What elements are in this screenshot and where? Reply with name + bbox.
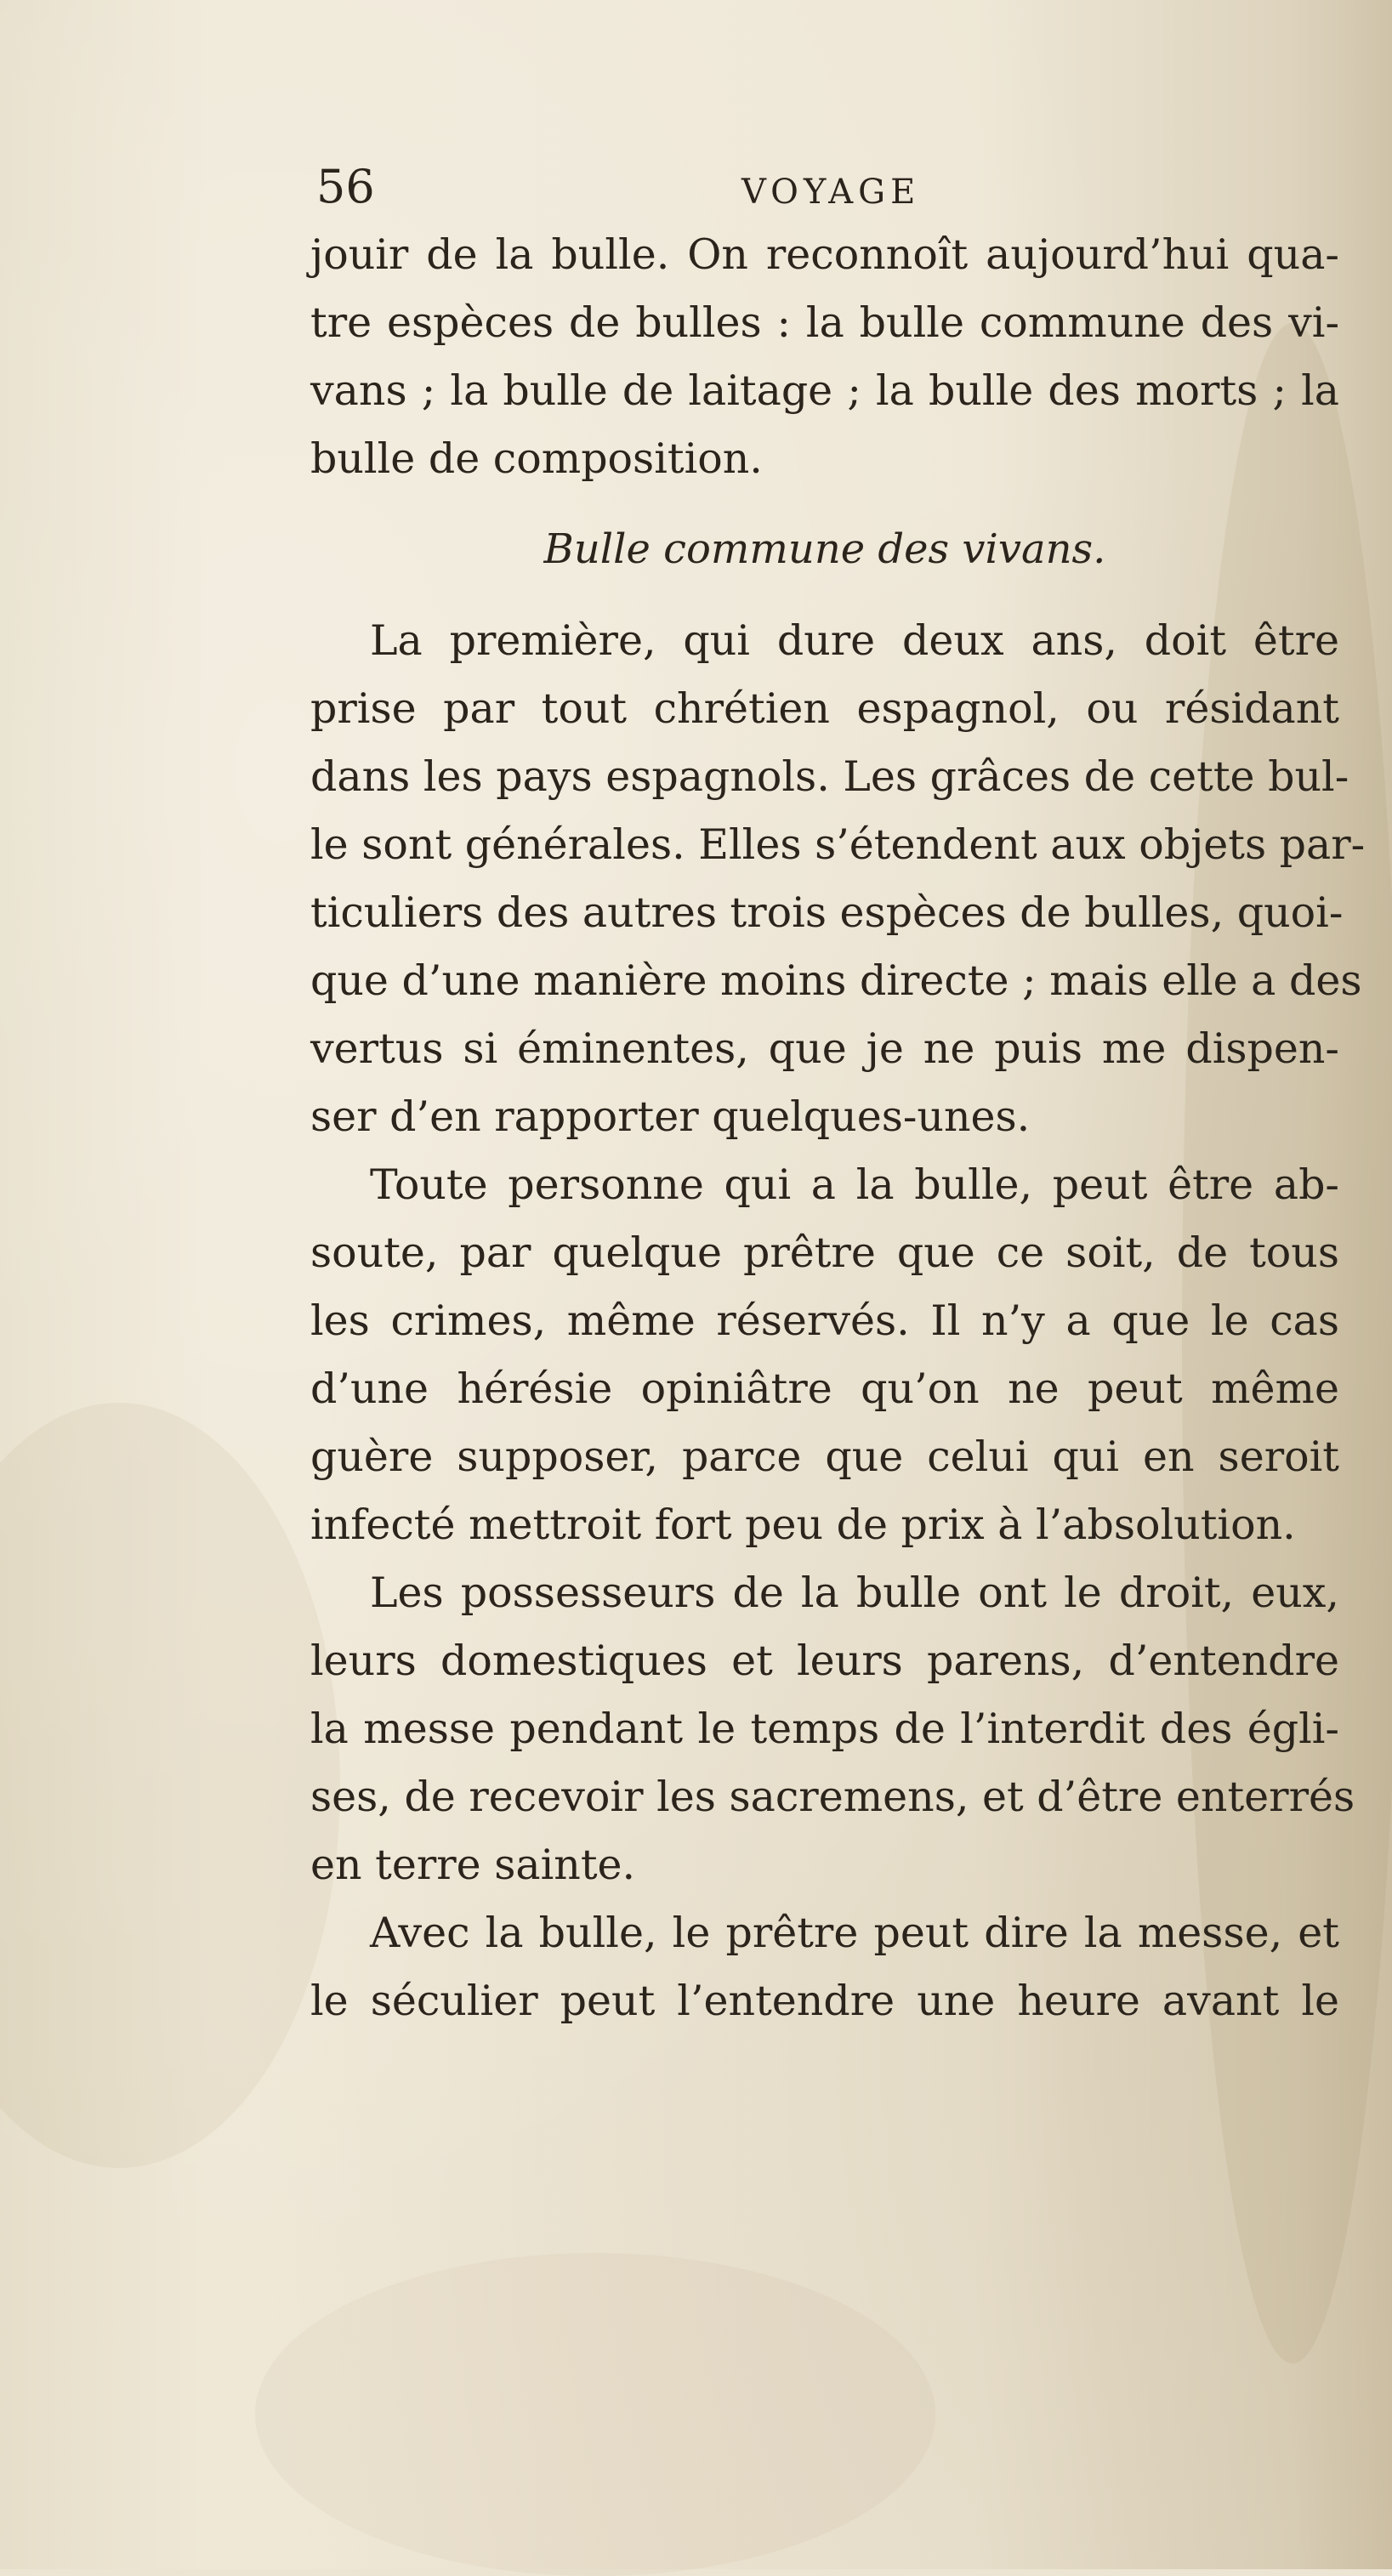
section-title: Bulle commune des vivans.	[543, 525, 1106, 573]
paper-stain	[255, 2253, 935, 2576]
text-line: infecté mettroit fort peu de prix à l’absolution.	[310, 1501, 1296, 1549]
text-line: le sont générales. Elles s’étendent aux objets par-	[310, 820, 1366, 869]
text-line: bulle de composition.	[310, 434, 763, 483]
page-header	[316, 157, 1337, 217]
running-head: VOYAGE	[741, 173, 921, 212]
text-line: guère supposer, parce que celui qui en seroit	[310, 1433, 1339, 1481]
paragraph-intro	[310, 221, 1339, 493]
text-line: la messe pendant le temps de l’interdit des égli-	[310, 1705, 1339, 1753]
text-line: tre espèces de bulles : la bulle commune des vi-	[310, 298, 1339, 347]
paragraph-3	[310, 1559, 1355, 1899]
text-line: vans ; la bulle de laitage ; la bulle des morts ; la	[310, 366, 1339, 415]
text-line: Toute personne qui a la bulle, peut être ab-	[370, 1160, 1339, 1209]
paragraph-1	[310, 607, 1366, 1151]
text-line: Avec la bulle, le prêtre peut dire la messe, et	[370, 1909, 1339, 1957]
text-line: leurs domestiques et leurs parens, d’entendre	[310, 1637, 1339, 1685]
page-number: 56	[316, 160, 375, 213]
paragraph-4	[310, 1899, 1339, 2035]
text-line: La première, qui dure deux ans, doit être	[370, 616, 1339, 665]
text-line: ticuliers des autres trois espèces de bulles, quoi-	[310, 888, 1344, 937]
text-line: Les possesseurs de la bulle ont le droit, eux,	[370, 1569, 1339, 1617]
text-line: jouir de la bulle. On reconnoît aujourd’hui qua-	[310, 230, 1339, 279]
text-line: ser d’en rapporter quelques-unes.	[310, 1092, 1031, 1141]
paper-stain	[0, 1403, 340, 2168]
text-line: que d’une manière moins directe ; mais elle a des	[310, 956, 1362, 1005]
text-line: ses, de recevoir les sacremens, et d’être enterrés	[310, 1773, 1355, 1821]
text-line: vertus si éminentes, que je ne puis me dispen-	[310, 1024, 1339, 1073]
text-line: d’une hérésie opiniâtre qu’on ne peut même	[310, 1365, 1339, 1413]
text-line: en terre sainte.	[310, 1841, 636, 1889]
text-line: prise par tout chrétien espagnol, ou résidant	[310, 684, 1339, 733]
text-line: soute, par quelque prêtre que ce soit, de tous	[310, 1228, 1339, 1277]
text-line: dans les pays espagnols. Les grâces de cette bul-	[310, 752, 1349, 801]
body-text	[310, 221, 1366, 2035]
text-line: le séculier peut l’entendre une heure avant le	[310, 1977, 1339, 2025]
paragraph-2	[310, 1151, 1339, 1559]
text-line: les crimes, même réservés. Il n’y a que le cas	[310, 1297, 1339, 1345]
